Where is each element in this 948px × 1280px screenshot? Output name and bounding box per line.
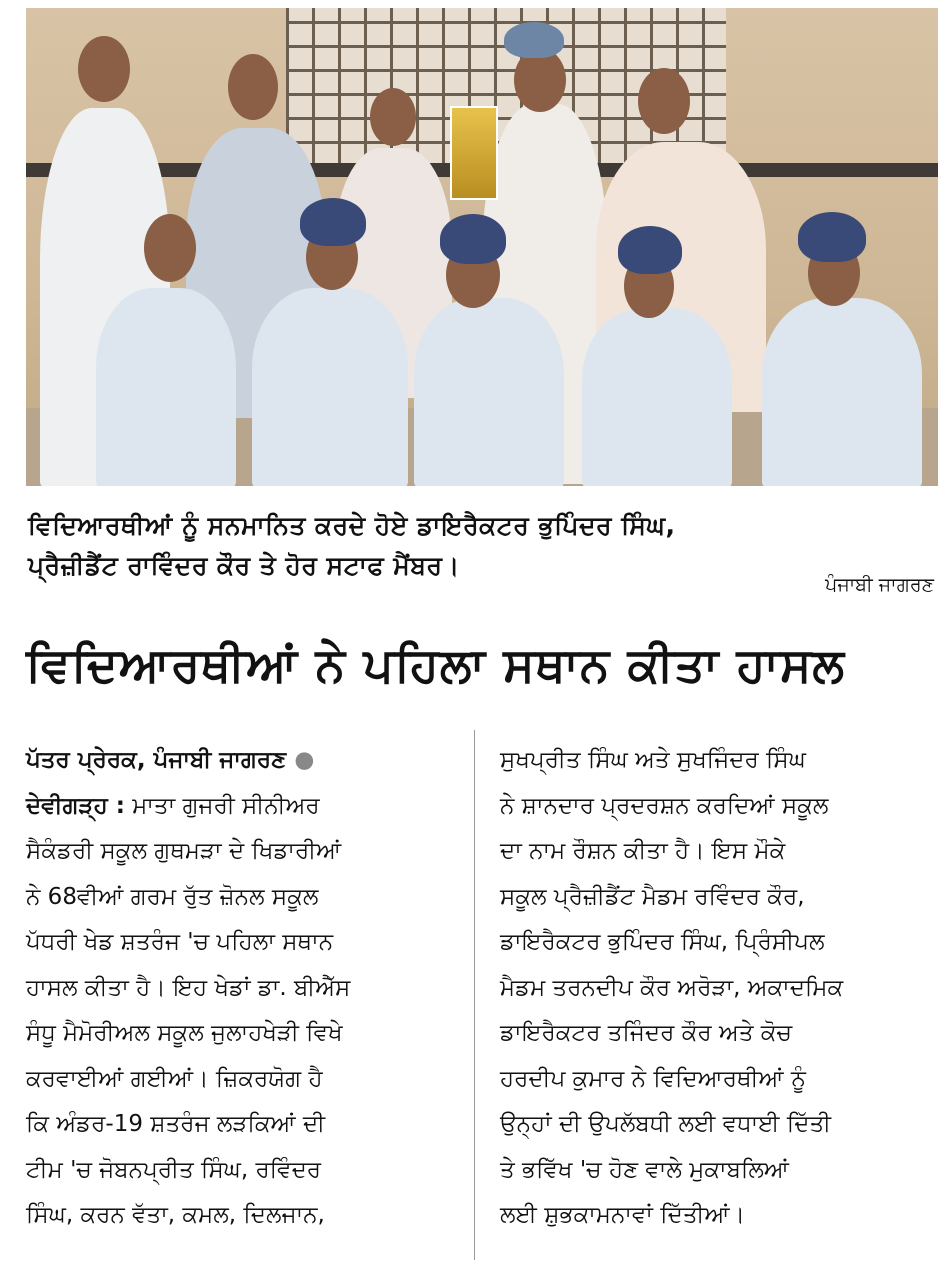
body-line: ਲਈ ਸ਼ੁਭਕਾਮਨਾਵਾਂ ਦਿੱਤੀਆਂ।: [500, 1202, 746, 1228]
body-line: ਸਿੰਘ, ਕਰਨ ਵੱਤਾ, ਕਮਲ, ਦਿਲਜਾਨ,: [26, 1202, 325, 1228]
body-line: ਸਕੂਲ ਪ੍ਰੈਜ਼ੀਡੈਂਟ ਮੈਡਮ ਰਵਿੰਦਰ ਕੌਰ,: [500, 883, 805, 910]
body-line: ਦਾ ਨਾਮ ਰੌਸ਼ਨ ਕੀਤਾ ਹੈ। ਇਸ ਮੌਕੇ: [500, 838, 786, 864]
turban: [798, 212, 866, 262]
turban: [504, 22, 564, 58]
student-seated: [252, 288, 408, 486]
article-byline: [26, 738, 456, 784]
turban: [300, 198, 366, 246]
body-line: ਡਾਇਰੈਕਟਰ ਭੁਪਿੰਦਰ ਸਿੰਘ, ਪ੍ਰਿੰਸੀਪਲ: [500, 929, 825, 955]
body-line: ਹਾਸਲ ਕੀਤਾ ਹੈ। ਇਹ ਖੇਡਾਂ ਡਾ. ਬੀਐੱਸ: [26, 974, 351, 1001]
body-line: ਡਾਇਰੈਕਟਰ ਤਜਿੰਦਰ ਕੌਰ ਅਤੇ ਕੋਚ: [500, 1020, 792, 1046]
dateline-row: [26, 784, 456, 830]
student-seated: [762, 298, 922, 486]
body-line: ਹਰਦੀਪ ਕੁਮਾਰ ਨੇ ਵਿਦਿਆਰਥੀਆਂ ਨੂੰ: [500, 1065, 806, 1092]
photo-caption: [28, 506, 908, 586]
body-line: ਪੱਧਰੀ ਖੇਡ ਸ਼ਤਰੰਜ 'ਚ ਪਹਿਲਾ ਸਥਾਨ: [26, 929, 334, 955]
article-column-left: [26, 738, 456, 1239]
turban: [618, 226, 682, 274]
body-line: ਉਨ੍ਹਾਂ ਦੀ ਉਪਲੱਬਧੀ ਲਈ ਵਧਾਈ ਦਿੱਤੀ: [500, 1111, 832, 1137]
person-head: [370, 88, 416, 146]
column-divider: [474, 730, 475, 1260]
body-line: ਤੇ ਭਵਿੱਖ 'ਚ ਹੋਣ ਵਾਲੇ ਮੁਕਾਬਲਿਆਂ: [500, 1156, 790, 1183]
person-head: [638, 68, 690, 134]
group-photo: [26, 8, 938, 486]
body-line: ਮਾਤਾ ਗੁਜਰੀ ਸੀਨੀਅਰ: [132, 792, 320, 819]
student-seated: [414, 298, 564, 486]
body-line: ਸੰਧੂ ਮੈਮੋਰੀਅਲ ਸਕੂਲ ਜੁਲਾਹਖੇੜੀ ਵਿਖੇ: [26, 1020, 343, 1046]
byline-text: ਪੱਤਰ ਪ੍ਰੇਰਕ, ਪੰਜਾਬੀ ਜਾਗਰਣ: [26, 747, 287, 773]
bullet-icon: ●: [294, 747, 315, 773]
body-line: ਸੈਕੰਡਰੀ ਸਕੂਲ ਗੁਥਮੜਾ ਦੇ ਖਿਡਾਰੀਆਂ: [26, 838, 342, 864]
turban: [440, 214, 506, 264]
article-dateline: ਦੇਵੀਗੜ੍ਹ :: [26, 792, 125, 819]
body-line: ਮੈਡਮ ਤਰਨਦੀਪ ਕੌਰ ਅਰੋੜਾ, ਅਕਾਦਮਿਕ: [500, 974, 844, 1001]
trophy-icon: [450, 106, 498, 200]
body-line: ਟੀਮ 'ਚ ਜੋਬਨਪ੍ਰੀਤ ਸਿੰਘ, ਰਵਿੰਦਰ: [26, 1156, 322, 1183]
person-head: [228, 54, 278, 120]
person-head: [78, 36, 130, 102]
body-line: ਕਰਵਾਈਆਂ ਗਈਆਂ। ਜ਼ਿਕਰਯੋਗ ਹੈ: [26, 1065, 323, 1092]
body-line: ਨੇ ਸ਼ਾਨਦਾਰ ਪ੍ਰਦਰਸ਼ਨ ਕਰਦਿਆਂ ਸਕੂਲ: [500, 792, 829, 819]
person-head: [144, 214, 196, 282]
body-line: ਨੇ 68ਵੀਆਂ ਗਰਮ ਰੁੱਤ ਜ਼ੋਨਲ ਸਕੂਲ: [26, 883, 319, 910]
student-seated: [96, 288, 236, 486]
article-column-right: [500, 738, 940, 1239]
caption-line-1: ਵਿਦਿਆਰਥੀਆਂ ਨੂੰ ਸਨਮਾਨਿਤ ਕਰਦੇ ਹੋਏ ਡਾਇਰੈਕਟਰ ਭੁਪਿੰਦਰ ਸਿੰਘ,: [28, 511, 676, 540]
caption-line-2: ਪ੍ਰੈਜ਼ੀਡੈਂਟ ਰਾਵਿੰਦਰ ਕੌਰ ਤੇ ਹੋਰ ਸਟਾਫ ਮੈਂਬਰ।: [28, 551, 460, 580]
student-seated: [582, 308, 732, 486]
photo-credit: ਪੰਜਾਬੀ ਜਾਗਰਣ: [825, 574, 934, 596]
body-line: ਸੁਖਪ੍ਰੀਤ ਸਿੰਘ ਅਤੇ ਸੁਖਜਿੰਦਰ ਸਿੰਘ: [500, 747, 806, 773]
body-line: ਕਿ ਅੰਡਰ-19 ਸ਼ਤਰੰਜ ਲੜਕਿਆਂ ਦੀ: [26, 1111, 326, 1137]
article-headline: ਵਿਦਿਆਰਥੀਆਂ ਨੇ ਪਹਿਲਾ ਸਥਾਨ ਕੀਤਾ ਹਾਸਲ: [26, 638, 846, 693]
